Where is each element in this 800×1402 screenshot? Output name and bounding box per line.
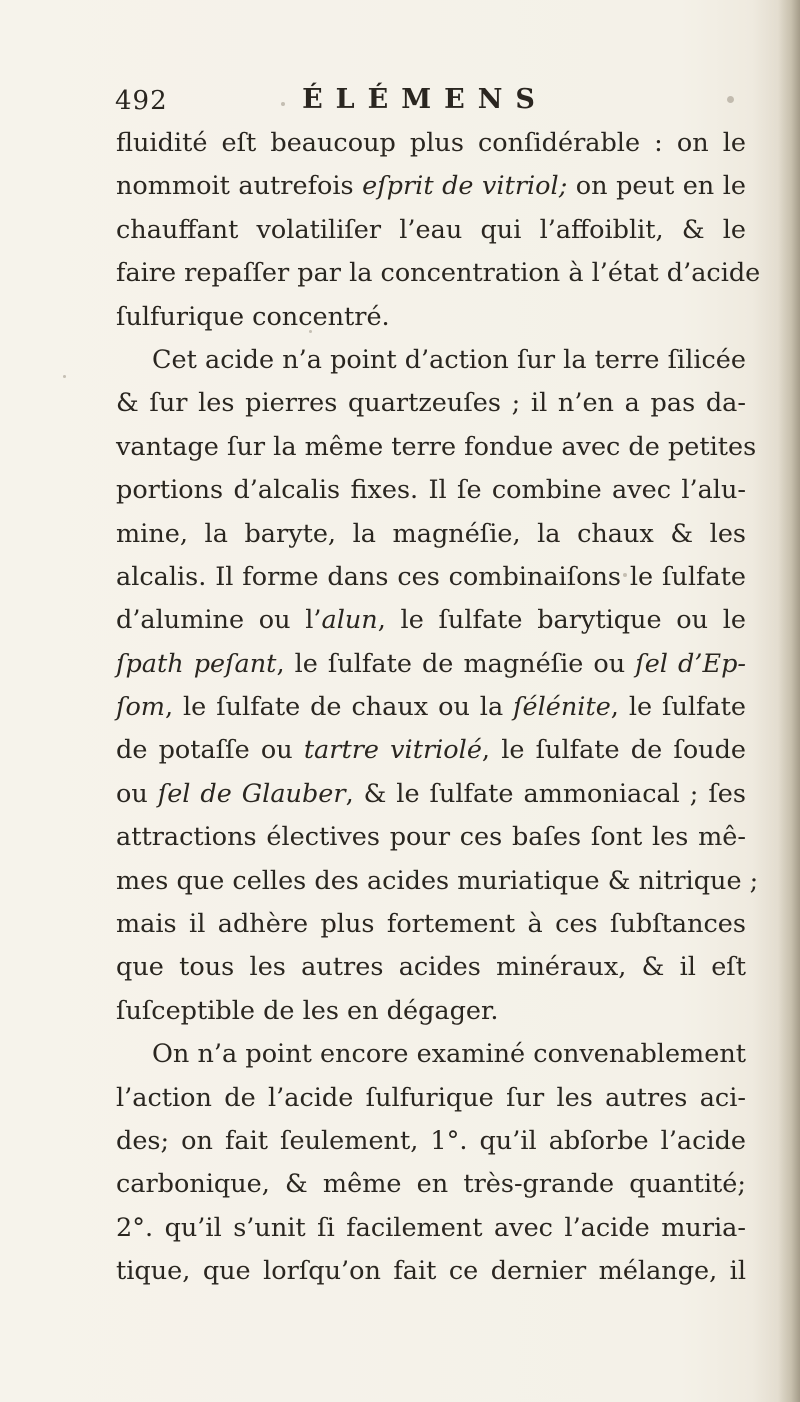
text-run: portions d’alcalis fixes. Il ſe combine avec l’alu- — [116, 475, 746, 506]
text-run: fluidité eſt beaucoup plus conſidérable : on le — [116, 128, 746, 158]
italic-run: ſpath peſant — [116, 648, 277, 679]
text-run: que tous les autres acides minéraux, & il eſt — [116, 952, 746, 983]
text-line — [116, 296, 746, 339]
text-line — [116, 1120, 746, 1163]
text-run: nommoit autrefois — [116, 171, 363, 202]
text-line — [116, 1077, 746, 1120]
text-run: l’action de l’acide ſulfurique ſur les autres aci- — [116, 1082, 746, 1113]
text-run: , le ſulfate de chaux ou la — [164, 692, 514, 723]
italic-run: alun — [321, 605, 378, 636]
text-line — [116, 556, 746, 599]
text-run: 2°. qu’il s’unit ſi facilement avec l’acide muria- — [116, 1212, 746, 1243]
text-line — [116, 122, 746, 165]
italic-run: eſprit de vitriol; — [362, 171, 568, 202]
text-run: chauffant volatiliſer l’eau qui l’affoiblit, & le — [116, 214, 746, 245]
text-line — [116, 382, 746, 425]
running-head: ÉLÉMENS — [302, 84, 548, 115]
text-run: de potaſſe ou — [116, 735, 304, 766]
text-line — [116, 513, 746, 556]
text-line — [116, 860, 759, 903]
text-run: alcalis. Il forme dans ces combinaiſons le ſulfate — [116, 561, 746, 592]
text-run: on peut en le — [567, 171, 746, 202]
paper-speck — [63, 375, 66, 378]
page-number: 492 — [115, 86, 168, 116]
text-line — [116, 1033, 746, 1076]
page-edge-shadow — [778, 0, 800, 1402]
text-run: faire repaſſer par la concentration à l’état d’acide — [116, 258, 761, 289]
text-run: ou — [116, 778, 158, 809]
italic-run: ſélénite — [513, 692, 611, 723]
text-run: , le ſulfate barytique ou le — [377, 605, 746, 636]
text-line — [116, 339, 746, 382]
paper-speck — [309, 330, 312, 333]
italic-run: ſel d’Ep- — [635, 648, 747, 679]
page-header — [115, 82, 745, 122]
italic-run: ſel de Glauber — [157, 778, 346, 809]
text-run: , le ſulfate — [610, 692, 746, 723]
text-line — [116, 1163, 746, 1206]
italic-run: ſom — [116, 692, 165, 723]
paper-speck — [281, 102, 285, 106]
text-run: , le ſulfate de ſoude — [481, 735, 747, 766]
text-line — [116, 209, 746, 252]
text-run: mes que celles des acides muriatique & nitrique ; — [116, 865, 759, 896]
text-line — [116, 165, 746, 208]
text-line — [116, 990, 746, 1033]
text-run: carbonique, & même en très-grande quantité; — [116, 1169, 746, 1200]
text-line — [116, 686, 746, 729]
paper-speck — [623, 573, 627, 577]
text-run: mine, la baryte, la magnéſie, la chaux & les — [116, 518, 746, 549]
text-run: , & le ſulfate ammoniacal ; ſes — [345, 778, 746, 809]
text-run: tique, que lorſqu’on fait ce dernier mélange, il — [116, 1256, 746, 1287]
text-run: ſulfurique concentré. — [116, 301, 390, 332]
text-line — [116, 903, 746, 946]
text-run: Cet acide n’a point d’action ſur la terre ſilicée — [152, 344, 746, 375]
text-line — [116, 599, 746, 642]
text-run: d’alumine ou l’ — [116, 605, 322, 636]
text-run: ſuſceptible de les en dégager. — [116, 995, 499, 1026]
text-line — [116, 252, 761, 295]
text-line — [116, 469, 746, 512]
text-run: mais il adhère plus fortement à ces ſubſtances — [116, 909, 746, 940]
text-line — [116, 643, 746, 686]
text-line — [116, 773, 746, 816]
text-line — [116, 1207, 746, 1250]
text-run: des; on fait ſeulement, 1°. qu’il abſorbe l’acide — [116, 1125, 746, 1156]
text-line — [116, 426, 757, 469]
text-run: & ſur les pierres quartzeuſes ; il n’en a pas da- — [116, 388, 746, 419]
text-line — [116, 946, 746, 989]
text-run: vantage ſur la même terre fondue avec de petites — [116, 431, 757, 462]
text-run: , le ſulfate de magnéſie ou — [276, 648, 636, 679]
text-run: attractions électives pour ces baſes ſont les mê- — [116, 822, 746, 853]
body-text — [116, 122, 761, 1294]
text-line — [116, 1250, 746, 1293]
text-run: On n’a point encore examiné convenablement — [152, 1039, 746, 1070]
text-line — [116, 729, 746, 772]
italic-run: tartre vitriolé — [303, 735, 482, 766]
text-line — [116, 816, 746, 859]
paper-speck — [727, 96, 734, 103]
